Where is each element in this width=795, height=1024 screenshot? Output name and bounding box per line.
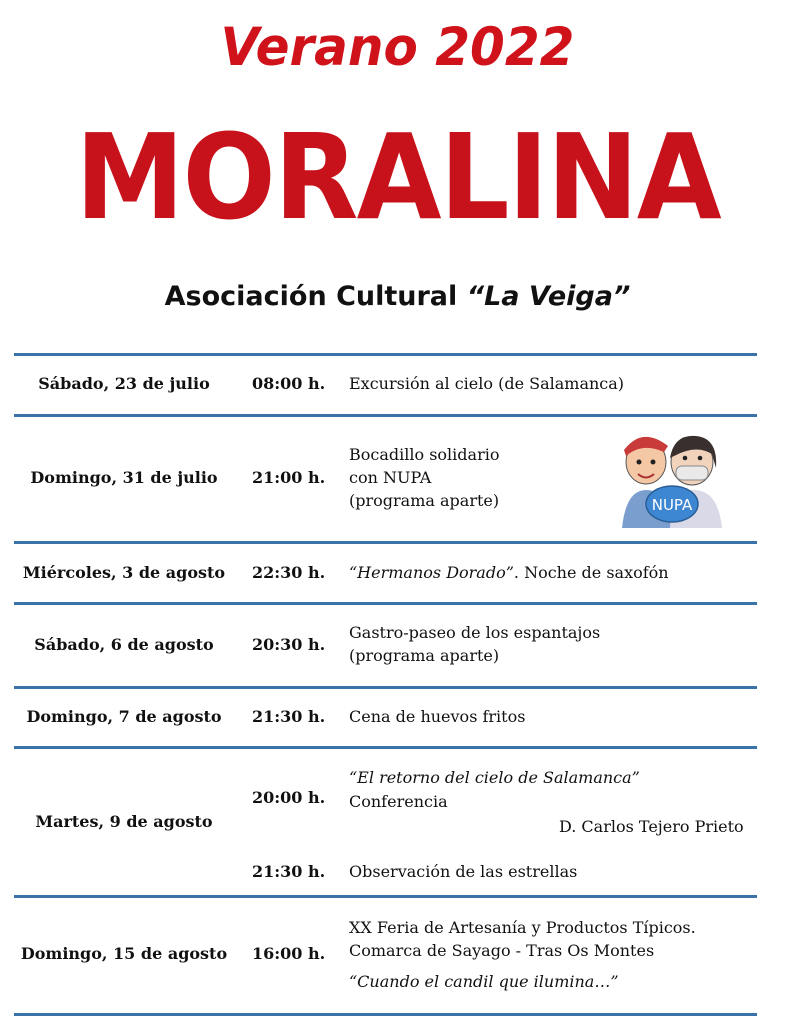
event-day: Martes, 9 de agosto	[35, 812, 213, 831]
event-day: Sábado, 6 de agosto	[34, 635, 214, 654]
event-description: “Hermanos Dorado”. Noche de saxofón	[349, 563, 669, 582]
event-time: 21:30 h.	[252, 707, 326, 726]
event-day: Domingo, 31 de julio	[30, 468, 218, 487]
event-description: Observación de las estrellas	[349, 862, 578, 881]
divider	[14, 1013, 757, 1016]
event-description: “El retorno del cielo de Salamanca”	[349, 768, 640, 787]
event-day: Miércoles, 3 de agosto	[22, 563, 226, 582]
svg-text:NUPA: NUPA	[651, 496, 693, 514]
event-time: 21:30 h.	[252, 862, 326, 881]
divider	[14, 602, 757, 605]
event-description: “Cuando el candil que ilumina…”	[349, 972, 619, 991]
event-time: 22:30 h.	[252, 563, 326, 582]
divider	[14, 746, 757, 749]
association-heading: Asociación Cultural “La Veiga”	[164, 281, 631, 312]
subtitle: Verano 2022	[220, 16, 575, 78]
event-day: Sábado, 23 de julio	[38, 374, 210, 393]
event-description: Excursión al cielo (de Salamanca)	[349, 374, 625, 393]
event-day: Domingo, 7 de agosto	[26, 707, 222, 726]
event-day: Domingo, 15 de agosto	[20, 944, 228, 963]
event-time: 20:30 h.	[252, 635, 326, 654]
page-title: MORALINA	[75, 108, 720, 246]
event-speaker: D. Carlos Tejero Prieto	[559, 817, 744, 836]
event-description: Cena de huevos fritos	[349, 707, 526, 726]
divider	[14, 686, 757, 689]
divider	[14, 414, 757, 417]
event-time: 16:00 h.	[252, 944, 326, 963]
event-time: 20:00 h.	[252, 788, 326, 807]
event-description: Gastro-paseo de los espantajos (programa aparte)	[349, 623, 601, 665]
divider	[14, 353, 757, 356]
event-description: XX Feria de Artesanía y Productos Típicos. Comarca de Sayago - Tras Os Montes	[349, 918, 696, 960]
divider	[14, 541, 757, 544]
event-time: 21:00 h.	[252, 468, 326, 487]
event-description: Conferencia	[349, 792, 448, 811]
event-description: Bocadillo solidario con NUPA (programa aparte)	[349, 445, 500, 510]
event-time: 08:00 h.	[252, 374, 326, 393]
divider	[14, 895, 757, 898]
nupa-children-logo-icon	[612, 428, 732, 528]
